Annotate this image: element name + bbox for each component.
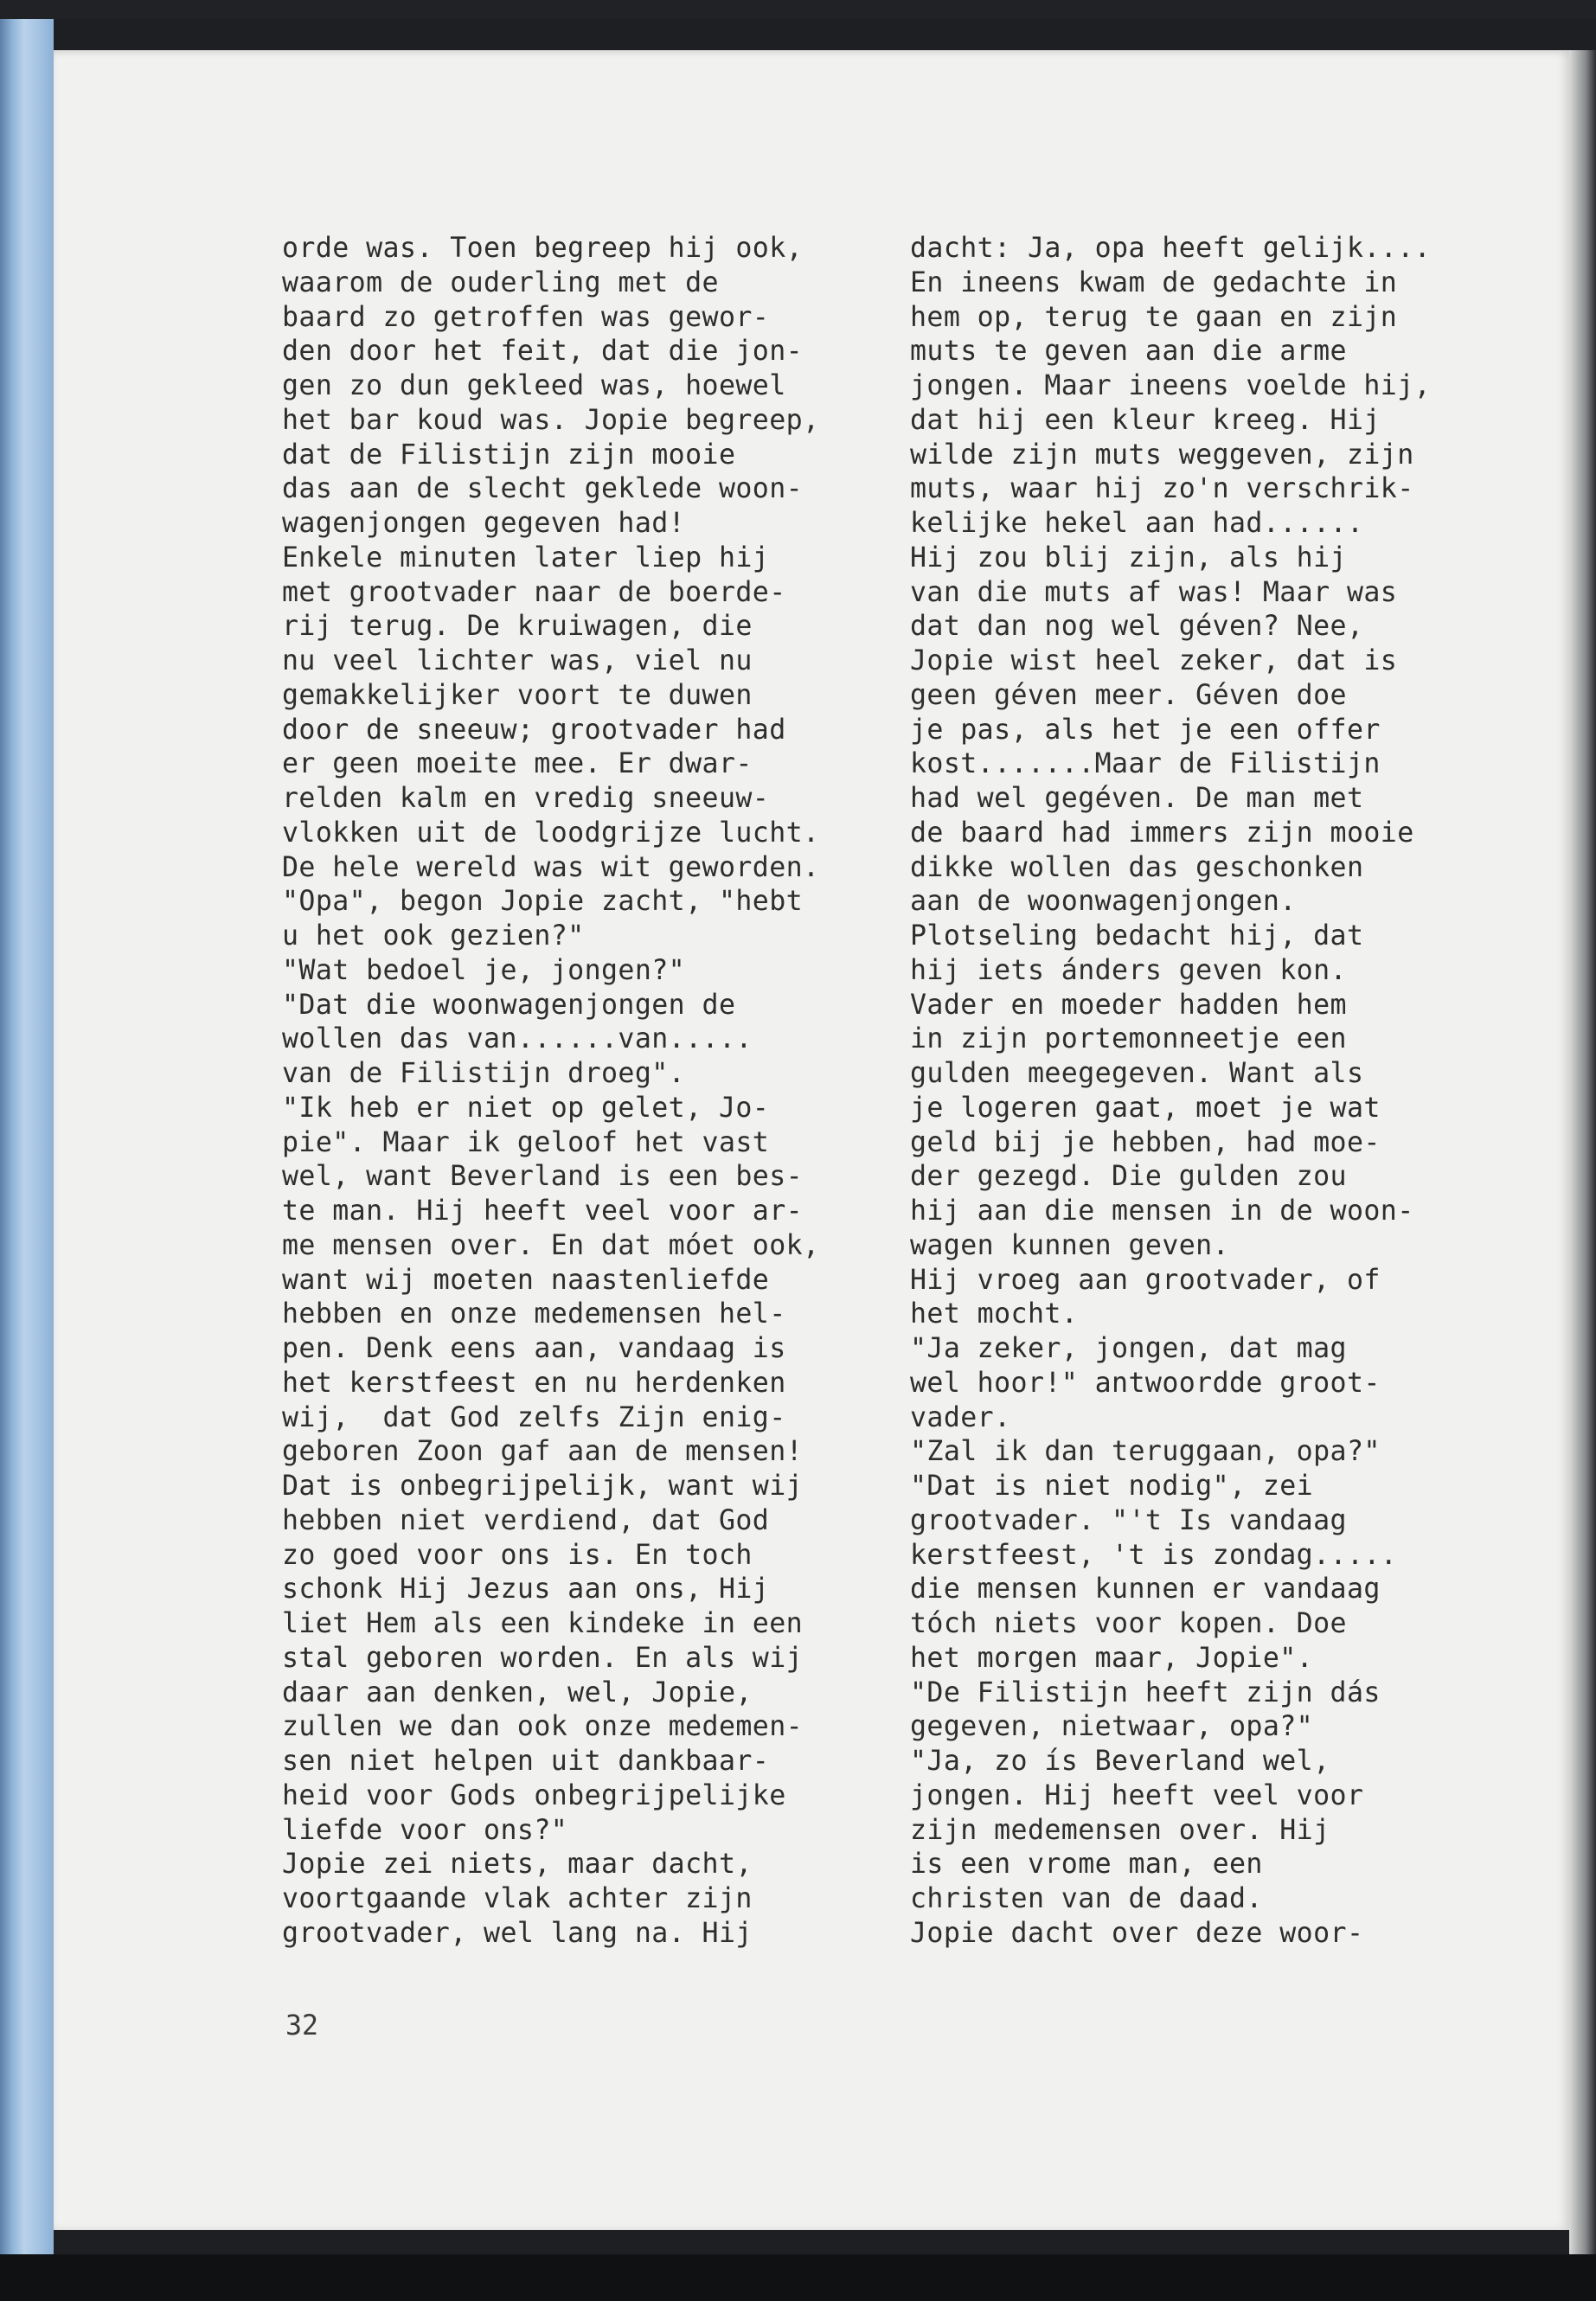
text-line: christen van de daad. — [910, 1883, 1263, 1914]
text-line: "Dat is niet nodig", zei — [910, 1471, 1314, 1502]
text-line: "Wat bedoel je, jongen?" — [282, 954, 686, 986]
text-line: zo goed voor ons is. En toch — [282, 1539, 753, 1571]
text-line: wel, want Beverland is een bes- — [282, 1161, 804, 1193]
text-line: zijn medemensen over. Hij — [910, 1814, 1330, 1846]
text-line: Jopie wist heel zeker, dat is — [910, 645, 1398, 676]
text-line: stal geboren worden. En als wij — [282, 1642, 804, 1674]
text-line: geen géven meer. Géven doe — [910, 679, 1347, 711]
text-line: grootvader. "'t Is vandaag — [910, 1504, 1347, 1536]
text-line: dat dan nog wel géven? Nee, — [910, 611, 1364, 643]
text-line: nu veel lichter was, viel nu — [282, 645, 753, 676]
text-line: wagen kunnen geven. — [910, 1229, 1229, 1261]
text-line: "Ja, zo ís Beverland wel, — [910, 1746, 1330, 1777]
text-line: tóch niets voor kopen. Doe — [910, 1608, 1347, 1639]
page-number: 32 — [285, 2010, 319, 2041]
text-line: heid voor Gods onbegrijpelijke — [282, 1779, 786, 1811]
text-line: rij terug. De kruiwagen, die — [282, 611, 753, 643]
text-line: te man. Hij heeft veel voor ar- — [282, 1195, 804, 1227]
text-line: Hij zou blij zijn, als hij — [910, 542, 1347, 574]
text-line: muts te geven aan die arme — [910, 336, 1347, 368]
text-line: muts, waar hij zo'n verschrik- — [910, 473, 1414, 505]
text-line: gemakkelijker voort te duwen — [282, 679, 753, 711]
text-line: den door het feit, dat die jon- — [282, 336, 804, 368]
text-line: hij aan die mensen in de woon- — [910, 1195, 1414, 1227]
text-line: met grootvader naar de boerde- — [282, 576, 786, 608]
text-line: wilde zijn muts weggeven, zijn — [910, 439, 1414, 471]
text-line: hebben en onze medemensen hel- — [282, 1298, 786, 1330]
text-line: vlokken uit de loodgrijze lucht. — [282, 817, 820, 849]
text-line: baard zo getroffen was gewor- — [282, 301, 770, 333]
text-line: er geen moeite mee. Er dwar- — [282, 748, 753, 780]
text-line: liet Hem als een kindeke in een — [282, 1608, 804, 1639]
text-line: schonk Hij Jezus aan ons, Hij — [282, 1574, 770, 1606]
text-line: De hele wereld was wit geworden. — [282, 851, 820, 883]
text-line: voortgaande vlak achter zijn — [282, 1883, 753, 1914]
text-line: waarom de ouderling met de — [282, 266, 719, 298]
text-line: die mensen kunnen er vandaag — [910, 1574, 1381, 1606]
text-line: het kerstfeest en nu herdenken — [282, 1367, 786, 1399]
text-line: dat de Filistijn zijn mooie — [282, 439, 736, 471]
text-line: wollen das van......van..... — [282, 1023, 753, 1055]
text-line: "Dat die woonwagenjongen de — [282, 989, 736, 1021]
text-line: de baard had immers zijn mooie — [910, 817, 1414, 849]
page-right-edge — [1569, 50, 1596, 2254]
text-line: "Ik heb er niet op gelet, Jo- — [282, 1092, 770, 1124]
text-line: geboren Zoon gaf aan de mensen! — [282, 1436, 804, 1468]
text-line: liefde voor ons?" — [282, 1814, 568, 1846]
right-text-column — [910, 232, 1431, 1952]
text-line: gulden meegegeven. Want als — [910, 1058, 1364, 1089]
text-line: sen niet helpen uit dankbaar- — [282, 1746, 770, 1777]
scan-bottom-edge — [0, 2254, 1596, 2301]
text-line: Enkele minuten later liep hij — [282, 542, 770, 574]
text-line: "Ja zeker, jongen, dat mag — [910, 1333, 1347, 1364]
text-line: Hij vroeg aan grootvader, of — [910, 1264, 1381, 1296]
text-line: Jopie dacht over deze woor- — [910, 1917, 1364, 1949]
text-line: kerstfeest, 't is zondag..... — [910, 1539, 1398, 1571]
text-line: je pas, als het je een offer — [910, 714, 1381, 746]
text-line: wij, dat God zelfs Zijn enig- — [282, 1401, 786, 1433]
text-line: En ineens kwam de gedachte in — [910, 266, 1398, 298]
text-line: had wel gegéven. De man met — [910, 783, 1364, 814]
text-line: gen zo dun gekleed was, hoewel — [282, 370, 786, 401]
text-line: zullen we dan ook onze medemen- — [282, 1711, 804, 1743]
text-line: u het ook gezien?" — [282, 920, 585, 952]
text-line: kost.......Maar de Filistijn — [910, 748, 1381, 780]
text-line: dat hij een kleur kreeg. Hij — [910, 404, 1381, 436]
text-line: vader. — [910, 1401, 1011, 1433]
text-line: want wij moeten naastenliefde — [282, 1264, 770, 1296]
text-line: Vader en moeder hadden hem — [910, 989, 1347, 1021]
text-line: gegeven, nietwaar, opa?" — [910, 1711, 1314, 1743]
text-line: aan de woonwagenjongen. — [910, 886, 1297, 918]
text-line: Jopie zei niets, maar dacht, — [282, 1849, 753, 1881]
text-line: das aan de slecht geklede woon- — [282, 473, 804, 505]
text-line: het morgen maar, Jopie". — [910, 1642, 1314, 1674]
text-line: me mensen over. En dat móet ook, — [282, 1229, 820, 1261]
text-line: wel hoor!" antwoordde groot- — [910, 1367, 1381, 1399]
text-line: het bar koud was. Jopie begreep, — [282, 404, 820, 436]
text-line: jongen. Maar ineens voelde hij, — [910, 370, 1432, 401]
text-line: hem op, terug te gaan en zijn — [910, 301, 1398, 333]
left-text-column — [282, 232, 819, 1952]
text-line: je logeren gaat, moet je wat — [910, 1092, 1381, 1124]
text-line: "Opa", begon Jopie zacht, "hebt — [282, 886, 804, 918]
scan-top-edge — [0, 0, 1596, 19]
text-line: van de Filistijn droeg". — [282, 1058, 686, 1089]
text-line: pie". Maar ik geloof het vast — [282, 1126, 770, 1158]
text-line: dikke wollen das geschonken — [910, 851, 1364, 883]
text-line: relden kalm en vredig sneeuw- — [282, 783, 770, 814]
text-line: hebben niet verdiend, dat God — [282, 1504, 770, 1536]
text-line: daar aan denken, wel, Jopie, — [282, 1676, 753, 1708]
text-line: hij iets ánders geven kon. — [910, 954, 1347, 986]
text-line: orde was. Toen begreep hij ook, — [282, 233, 804, 264]
text-line: Plotseling bedacht hij, dat — [910, 920, 1364, 952]
text-line: door de sneeuw; grootvader had — [282, 714, 786, 746]
text-line: pen. Denk eens aan, vandaag is — [282, 1333, 786, 1364]
text-line: kelijke hekel aan had...... — [910, 508, 1364, 539]
text-line: van die muts af was! Maar was — [910, 576, 1398, 608]
text-line: is een vrome man, een — [910, 1849, 1263, 1881]
text-line: grootvader, wel lang na. Hij — [282, 1917, 753, 1949]
text-line: Dat is onbegrijpelijk, want wij — [282, 1471, 804, 1502]
text-line: jongen. Hij heeft veel voor — [910, 1779, 1364, 1811]
text-line: geld bij je hebben, had moe- — [910, 1126, 1381, 1158]
text-line: het mocht. — [910, 1298, 1079, 1330]
book-spine — [0, 19, 54, 2254]
text-line: in zijn portemonneetje een — [910, 1023, 1347, 1055]
text-line: "De Filistijn heeft zijn dás — [910, 1676, 1381, 1708]
text-line: der gezegd. Die gulden zou — [910, 1161, 1347, 1193]
text-line: wagenjongen gegeven had! — [282, 508, 686, 539]
text-line: dacht: Ja, opa heeft gelijk.... — [910, 233, 1432, 264]
text-line: "Zal ik dan teruggaan, opa?" — [910, 1436, 1381, 1468]
